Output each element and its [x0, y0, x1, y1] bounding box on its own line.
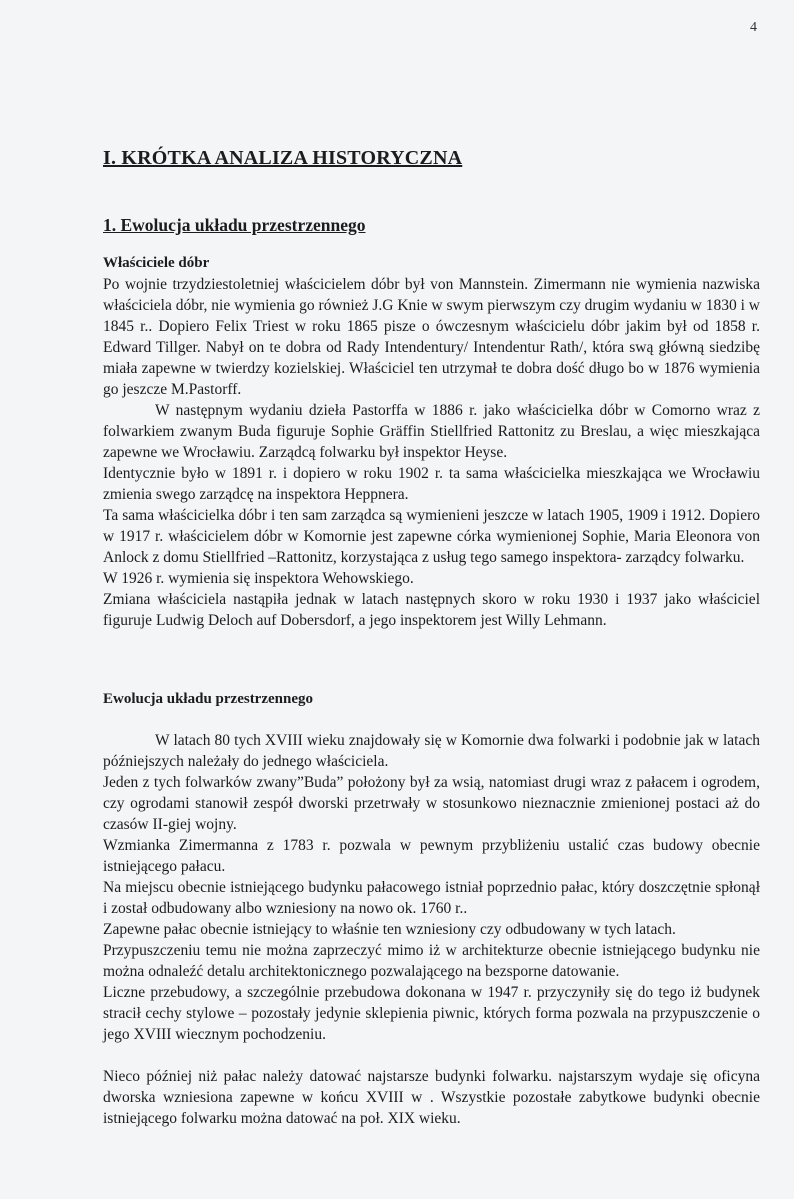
section-spatial-evolution [103, 689, 760, 1129]
main-heading: I. KRÓTKA ANALIZA HISTORYCZNA [103, 147, 463, 169]
paragraph: Wzmianka Zimermanna z 1783 r. pozwala w pewnym przybliżeniu ustalić czas budowy obecnie istniejącego pałacu. [103, 837, 760, 875]
paragraph: Po wojnie trzydziestoletniej właścicielem dóbr był von Mannstein. Zimermann nie wymienia nazwiska właściciela dóbr, nie wymienia go również J.G Knie w swym pierwszym czy drugim wydaniu w 1830 i w 1845 r.. Dopiero Felix Triest w roku 1865 pisze o ówczesnym właścicielu dóbr jakim był od 1858 r. Edward Tillger. Nabył on te dobra od Rady Intendentury/ Intendentur Rath/, która swą główną siedzibę miała zapewne w twierdzy kozielskiej. Właściciel ten utrzymał te dobra dość długo bo w 1876 wymienia go jeszcze M.Pastorff. [103, 276, 760, 398]
sub-heading: 1. Ewolucja układu przestrzennego [103, 215, 366, 235]
paragraph: Zapewne pałac obecnie istniejący to właśnie ten wzniesiony czy odbudowany w tych latach. [103, 921, 676, 938]
paragraph: Na miejscu obecnie istniejącego budynku pałacowego istniał poprzednio pałac, który doszczętnie spłonął i został odbudowany albo wzniesiony na nowo ok. 1760 r.. [103, 879, 760, 917]
paragraph: W 1926 r. wymienia się inspektora Wehowskiego. [103, 570, 414, 587]
paragraph: Identycznie było w 1891 r. i dopiero w roku 1902 r. ta sama właścicielka mieszkająca we Wrocławiu zmienia swego zarządcę na inspektora Heppnera. [103, 465, 760, 503]
paragraph: Liczne przebudowy, a szczególnie przebudowa dokonana w 1947 r. przyczyniły się do tego iż budynek stracił cechy stylowe – pozostały jedynie sklepienia piwnic, których forma pozwala na przypuszczenie o jego XVIII wiecznym pochodzeniu. [103, 984, 760, 1043]
paragraph: W latach 80 tych XVIII wieku znajdowały się w Komornie dwa folwarki i podobnie jak w latach późniejszych należały do jednego właściciela. [103, 732, 760, 770]
paragraph: W następnym wydaniu dzieła Pastorffa w 1886 r. jako właścicielka dóbr w Comorno wraz z folwarkiem zwanym Buda figuruje Sophie Gräffin Stiellfried Rattonitz zu Breslau, a więc mieszkająca zapewne we Wrocławiu. Zarządcą folwarku był inspektor Heyse. [103, 402, 760, 461]
section-owners [103, 253, 760, 631]
section-spatial-title: Ewolucja układu przestrzennego [103, 691, 313, 707]
paragraph: Jeden z tych folwarków zwany”Buda” położony był za wsią, natomiast drugi wraz z pałacem i ogrodem, czy ogrodami stanowił zespół dworski przetrwały w stosunkowo nieznacznie zmienionej postaci aż do czasów II-giej wojny. [103, 774, 760, 833]
paragraph: Ta sama właścicielka dóbr i ten sam zarządca są wymienieni jeszcze w latach 1905, 1909 i 1912. Dopiero w 1917 r. właścicielem dóbr w Komornie jest zapewne córka wymienionej Sophie, Maria Eleonora von Anlock z domu Stiellfried –Rattonitz, korzystająca z usług tego samego inspektora- zarządcy folwarku. [103, 507, 760, 566]
page-number: 4 [750, 20, 757, 35]
paragraph: Zmiana właściciela nastąpiła jednak w latach następnych skoro w roku 1930 i 1937 jako właściciel figuruje Ludwig Deloch auf Dobersdorf, a jego inspektorem jest Willy Lehmann. [103, 591, 760, 629]
paragraph: Nieco później niż pałac należy datować najstarsze budynki folwarku. najstarszym wydaje się oficyna dworska wzniesiona zapewne w końcu XVIII w . Wszystkie pozostałe zabytkowe budynki obecnie istniejącego folwarku można datować na poł. XIX wieku. [103, 1068, 760, 1127]
section-owners-title: Właściciele dóbr [103, 255, 210, 271]
paragraph: Przypuszczeniu temu nie można zaprzeczyć mimo iż w architekturze obecnie istniejącego budynku nie można odnaleźć detalu architektonicznego pozwalającego na bezsporne datowanie. [103, 942, 760, 980]
